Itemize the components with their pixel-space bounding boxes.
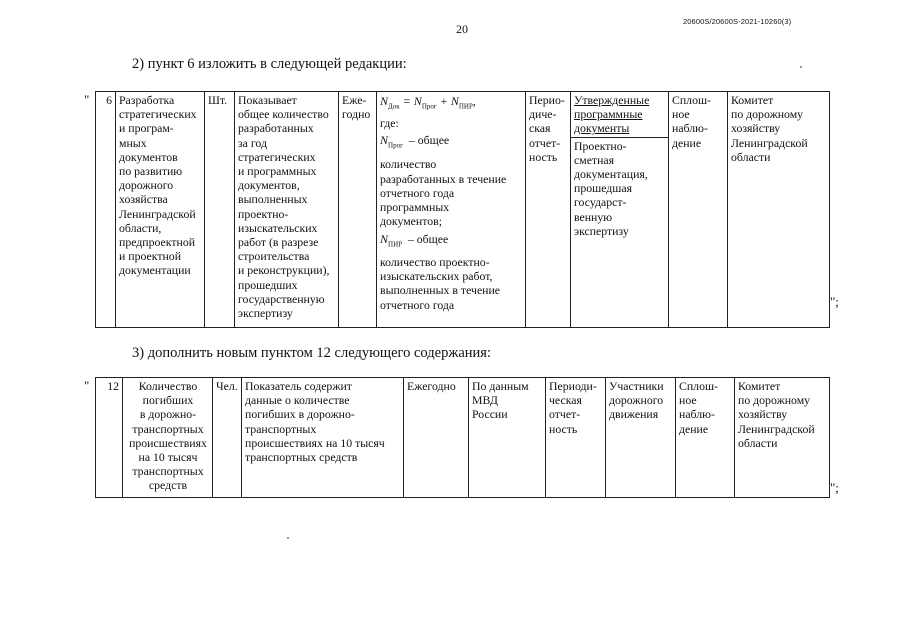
cell-line: отчет- — [549, 407, 581, 422]
cell-line: движения — [609, 407, 659, 422]
cell-line: сметная — [574, 152, 615, 167]
cell-line: происшествиях на 10 тысяч — [245, 435, 385, 450]
cell-line: по дорожному — [738, 393, 811, 408]
cell-line: Разработка — [119, 93, 175, 107]
cell-line: и программных — [238, 164, 317, 179]
page-number: 20 — [456, 22, 468, 36]
cell-line: изыскательских — [238, 220, 318, 235]
cell-line: по дорожному — [731, 107, 804, 122]
cell-line: данные о количестве — [245, 393, 350, 408]
basis-participants — [606, 378, 676, 498]
cell-line: ное — [679, 393, 697, 408]
observation-method — [676, 378, 735, 498]
cell-line: ность — [549, 421, 578, 436]
cell-line: документов, — [238, 178, 300, 193]
cell-line: транспортных средств — [245, 450, 358, 465]
observation-method — [669, 92, 728, 328]
cell-line: выполненных — [238, 192, 308, 207]
cell-line: разработанных в течение — [380, 171, 507, 186]
cell-line: Количество — [138, 379, 198, 393]
cell-line: области — [738, 435, 778, 450]
calculation-formula: $N_{Док} = N_{Прог} + N_{ПИР}$, где: $N_{Прог}$ – общее количество разработанных в течение отчетного года программных документов; $N_{ПИР}$ – общее количество проектно- изыскательских работ, выполненных в течение отчетного года — [377, 92, 526, 328]
cell-line: дение — [672, 135, 702, 150]
cell-line: за год — [238, 135, 267, 150]
cell-line: ность — [529, 149, 558, 164]
cell-line: Еже- — [342, 93, 367, 107]
cell-line: ное — [672, 107, 690, 122]
cell-line: прошедших — [238, 277, 298, 292]
cell-line: погибших в дорожно- — [245, 407, 355, 422]
cell-line: транспортных — [132, 464, 204, 479]
cell-line: документы — [574, 121, 630, 136]
close-quote-2: "; — [830, 480, 839, 495]
cell-line: количество проектно- — [380, 254, 490, 269]
cell-line: дорожного — [609, 393, 664, 408]
cell-line: и програм- — [119, 121, 174, 136]
cell-line: области, — [119, 220, 162, 235]
cell-line: документов; — [380, 214, 442, 229]
cell-line: строительства — [238, 249, 310, 264]
cell-line: дение — [679, 421, 709, 436]
cell-line: годно — [342, 107, 371, 122]
table-item-12 — [95, 377, 830, 498]
scan-speck — [287, 537, 289, 539]
cell-line: ская — [529, 121, 551, 136]
document-code: 20600S/20600S-2021-10260(3) — [683, 17, 792, 26]
unit: Шт. — [205, 92, 235, 328]
cell-line: Перио- — [529, 93, 565, 107]
cell-line: наблю- — [672, 121, 708, 136]
basis-design-docs — [571, 138, 668, 238]
cell-line: мных — [119, 135, 147, 150]
cell-line: проектно- — [238, 206, 289, 221]
cell-line: транспортных — [132, 421, 204, 436]
cell-line: отчет- — [529, 135, 561, 150]
cell-line: государст- — [574, 195, 627, 210]
information-source — [526, 92, 571, 328]
cell-line: программных — [380, 199, 450, 214]
cell-line: области — [731, 149, 771, 164]
cell-line: на 10 тысяч — [138, 450, 198, 465]
cell-line: средств — [148, 478, 188, 493]
cell-line: документация, — [574, 167, 648, 182]
cell-line: разработанных — [238, 121, 314, 136]
cell-line: Комитет — [738, 379, 781, 393]
cell-line: диче- — [529, 107, 557, 122]
cell-line: Периоди- — [549, 379, 597, 393]
cell-line: по развитию — [119, 164, 183, 179]
cell-line: экспертизу — [238, 306, 293, 321]
periodicity — [339, 92, 377, 328]
cell-line: Показатель содержит — [245, 379, 352, 393]
cell-line: ческая — [549, 393, 582, 408]
cell-line: документации — [119, 263, 191, 278]
basis-approved-docs — [571, 92, 668, 138]
cell-line: хозяйству — [731, 121, 781, 136]
cell-line: количество — [380, 157, 437, 172]
cell-line: Комитет — [731, 93, 774, 107]
cell-line: России — [472, 407, 508, 422]
cell-line: МВД — [472, 393, 498, 408]
information-source — [546, 378, 606, 498]
periodicity — [404, 378, 469, 498]
cell-line: предпроектной — [119, 235, 196, 250]
cell-line: государственную — [238, 291, 325, 306]
open-quote-1: " — [84, 92, 90, 107]
cell-line: экспертизу — [574, 223, 629, 238]
cell-line: По данным — [472, 379, 529, 393]
cell-line: дорожного — [119, 178, 174, 193]
indicator-description — [242, 378, 404, 498]
cell-line: выполненных в течение — [380, 283, 501, 298]
cell-line: происшествиях — [129, 435, 207, 450]
cell-line: Ленинградской — [738, 421, 815, 436]
cell-line: стратегических — [119, 107, 197, 122]
cell-line: транспортных — [245, 421, 317, 436]
data-source — [469, 378, 546, 498]
cell-line: Сплош- — [672, 93, 711, 107]
cell-line: общее количество — [238, 107, 329, 122]
cell-line: отчетного года — [380, 185, 455, 200]
close-quote-1: "; — [830, 294, 839, 309]
cell-line: прошедшая — [574, 181, 633, 196]
cell-line: Участники — [609, 379, 664, 393]
cell-line: стратегических — [238, 149, 316, 164]
cell-line: наблю- — [679, 407, 715, 422]
cell-line: работ (в разрезе — [238, 235, 319, 250]
cell-line: Сплош- — [679, 379, 718, 393]
cell-line: Ежегодно — [407, 379, 456, 393]
cell-line: погибших — [142, 393, 194, 408]
indicator-description — [235, 92, 339, 328]
cell-line: хозяйства — [119, 192, 168, 207]
section-3-heading: 3) дополнить новым пунктом 12 следующего содержания: — [132, 345, 491, 361]
cell-line: в дорожно- — [139, 407, 197, 422]
cell-line: Показывает — [238, 93, 297, 107]
basis-column — [571, 92, 669, 328]
indicator-name — [116, 92, 205, 328]
open-quote-2: " — [84, 378, 90, 393]
cell-line: и проектной — [119, 249, 182, 264]
cell-line: отчетного года — [380, 297, 455, 312]
unit: Чел. — [213, 378, 242, 498]
cell-line: Ленинградской — [731, 135, 808, 150]
cell-line: Утвержденные — [574, 93, 650, 107]
indicator-name — [123, 378, 213, 498]
cell-line: хозяйству — [738, 407, 788, 422]
cell-line: изыскательских работ, — [380, 269, 493, 284]
responsible-body — [735, 378, 830, 498]
cell-line: документов — [119, 149, 178, 164]
cell-line: и реконструкции), — [238, 263, 330, 278]
cell-line: программные — [574, 107, 643, 122]
cell-line: Проектно- — [574, 138, 627, 153]
item-number: 12 — [96, 378, 123, 498]
section-2-heading: 2) пункт 6 изложить в следующей редакции: — [132, 56, 407, 72]
scan-speck — [800, 66, 802, 68]
table-item-6 — [95, 91, 830, 328]
item-number: 6 — [96, 92, 116, 328]
cell-line: венную — [574, 209, 613, 224]
cell-line: Ленинградской — [119, 206, 196, 221]
responsible-body — [728, 92, 830, 328]
